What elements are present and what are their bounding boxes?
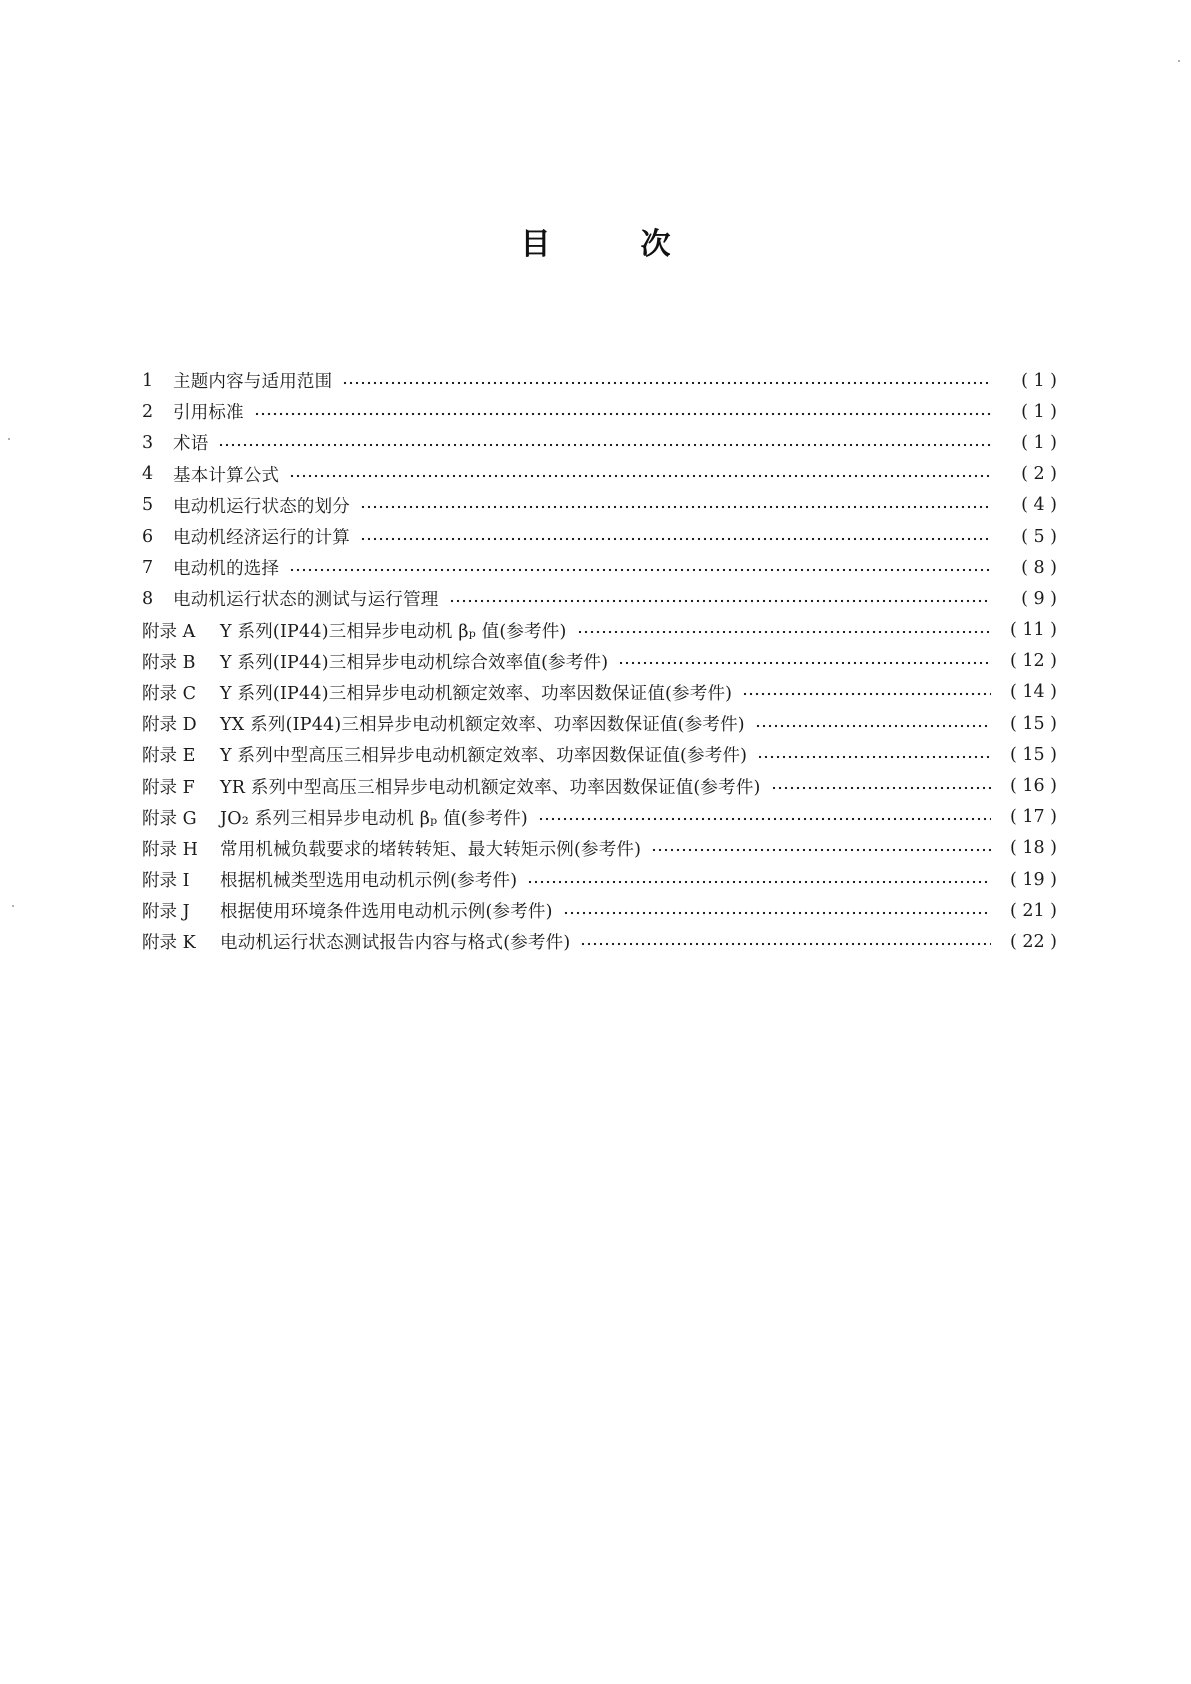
toc-title: 根据使用环境条件选用电动机示例(参考件) (220, 902, 553, 923)
dot-leader (651, 847, 991, 853)
toc-page-number: ( 18 ) (1009, 838, 1057, 859)
toc-number: 3 (142, 432, 154, 453)
dot-leader (618, 660, 991, 666)
title-part-1: 目 (520, 227, 551, 262)
toc-row[interactable] (142, 427, 1057, 458)
dot-leader (289, 473, 991, 479)
toc-title: 引用标准 (173, 403, 244, 424)
toc-number: 7 (142, 557, 154, 578)
toc-row[interactable] (142, 615, 1057, 646)
dot-leader (289, 567, 991, 573)
toc-title: 术语 (173, 434, 209, 455)
toc-title: 电动机运行状态测试报告内容与格式(参考件) (220, 933, 571, 954)
toc-number: 5 (142, 495, 154, 516)
table-of-contents (142, 365, 1057, 958)
toc-number: 附录 A (142, 621, 196, 642)
toc-number: 附录 G (142, 808, 197, 829)
toc-number: 4 (142, 464, 154, 485)
dot-leader (757, 754, 991, 760)
toc-row[interactable] (142, 739, 1057, 770)
dot-leader (254, 411, 991, 417)
toc-page-number: ( 14 ) (1009, 682, 1057, 703)
dot-leader (742, 691, 991, 697)
toc-row[interactable] (142, 583, 1057, 614)
toc-page-number: ( 1 ) (1021, 432, 1057, 453)
toc-page-number: ( 15 ) (1009, 744, 1057, 765)
toc-row[interactable] (142, 521, 1057, 552)
toc-row[interactable] (142, 677, 1057, 708)
toc-page-number: ( 2 ) (1021, 464, 1057, 485)
toc-number: 附录 B (142, 652, 196, 673)
toc-number: 附录 J (142, 902, 190, 923)
toc-title: YR 系列中型高压三相异步电动机额定效率、功率因数保证值(参考件) (220, 777, 761, 798)
toc-row[interactable] (142, 552, 1057, 583)
toc-page-number: ( 12 ) (1009, 651, 1057, 672)
dot-leader (577, 629, 991, 635)
toc-page-number: ( 16 ) (1009, 776, 1057, 797)
toc-page-number: ( 21 ) (1009, 900, 1057, 921)
toc-title: 电动机运行状态的测试与运行管理 (173, 590, 439, 611)
toc-title: 常用机械负载要求的堵转转矩、最大转矩示例(参考件) (220, 839, 642, 860)
toc-number: 附录 C (142, 683, 196, 704)
toc-title: 主题内容与适用范围 (173, 372, 333, 393)
toc-page-number: ( 15 ) (1009, 713, 1057, 734)
dot-leader (580, 941, 991, 947)
toc-title: 电动机的选择 (173, 559, 280, 580)
toc-page-number: ( 1 ) (1021, 401, 1057, 422)
toc-number: 附录 K (142, 933, 196, 954)
toc-title: Y 系列(IP44)三相异步电动机 βₚ 值(参考件) (220, 621, 567, 642)
toc-title: Y 系列(IP44)三相异步电动机额定效率、功率因数保证值(参考件) (220, 683, 733, 704)
dot-leader (360, 536, 991, 542)
toc-number: 附录 E (142, 746, 196, 767)
toc-row[interactable] (142, 895, 1057, 926)
dot-leader (771, 785, 991, 791)
toc-title: 电动机经济运行的计算 (173, 528, 350, 549)
toc-title: 基本计算公式 (173, 465, 280, 486)
toc-number: 附录 F (142, 777, 195, 798)
toc-row[interactable] (142, 396, 1057, 427)
toc-title: JO₂ 系列三相异步电动机 βₚ 值(参考件) (220, 808, 528, 829)
toc-number: 附录 D (142, 715, 197, 736)
dot-leader (538, 816, 991, 822)
toc-row[interactable] (142, 490, 1057, 521)
toc-row[interactable] (142, 646, 1057, 677)
scan-speck (12, 905, 14, 907)
toc-title: 电动机运行状态的划分 (173, 496, 350, 517)
toc-page-number: ( 22 ) (1009, 931, 1057, 952)
page-title (0, 225, 1191, 265)
toc-page-number: ( 19 ) (1009, 869, 1057, 890)
toc-number: 附录 H (142, 839, 198, 860)
toc-row[interactable] (142, 926, 1057, 957)
dot-leader (755, 723, 991, 729)
toc-page-number: ( 17 ) (1009, 807, 1057, 828)
toc-page-number: ( 11 ) (1009, 620, 1057, 641)
toc-page-number: ( 5 ) (1021, 526, 1057, 547)
toc-number: 6 (142, 526, 154, 547)
toc-page-number: ( 9 ) (1021, 588, 1057, 609)
dot-leader (527, 879, 991, 885)
scan-speck (1178, 60, 1180, 62)
toc-page-number: ( 4 ) (1021, 495, 1057, 516)
toc-number: 附录 I (142, 871, 190, 892)
toc-row[interactable] (142, 365, 1057, 396)
toc-title: 根据机械类型选用电动机示例(参考件) (220, 871, 518, 892)
toc-number: 2 (142, 401, 154, 422)
toc-row[interactable] (142, 708, 1057, 739)
toc-number: 1 (142, 370, 154, 391)
toc-page-number: ( 1 ) (1021, 370, 1057, 391)
toc-title: Y 系列(IP44)三相异步电动机综合效率值(参考件) (220, 652, 609, 673)
dot-leader (218, 442, 991, 448)
dot-leader (563, 910, 991, 916)
scan-speck (8, 438, 10, 440)
toc-row[interactable] (142, 833, 1057, 864)
toc-number: 8 (142, 588, 154, 609)
toc-title: Y 系列中型高压三相异步电动机额定效率、功率因数保证值(参考件) (220, 746, 748, 767)
dot-leader (342, 380, 991, 386)
toc-row[interactable] (142, 802, 1057, 833)
dot-leader (449, 598, 992, 604)
toc-page-number: ( 8 ) (1021, 557, 1057, 578)
toc-row[interactable] (142, 459, 1057, 490)
toc-title: YX 系列(IP44)三相异步电动机额定效率、功率因数保证值(参考件) (220, 715, 745, 736)
toc-row[interactable] (142, 864, 1057, 895)
dot-leader (360, 504, 991, 510)
title-part-2: 次 (640, 227, 671, 262)
toc-row[interactable] (142, 770, 1057, 801)
